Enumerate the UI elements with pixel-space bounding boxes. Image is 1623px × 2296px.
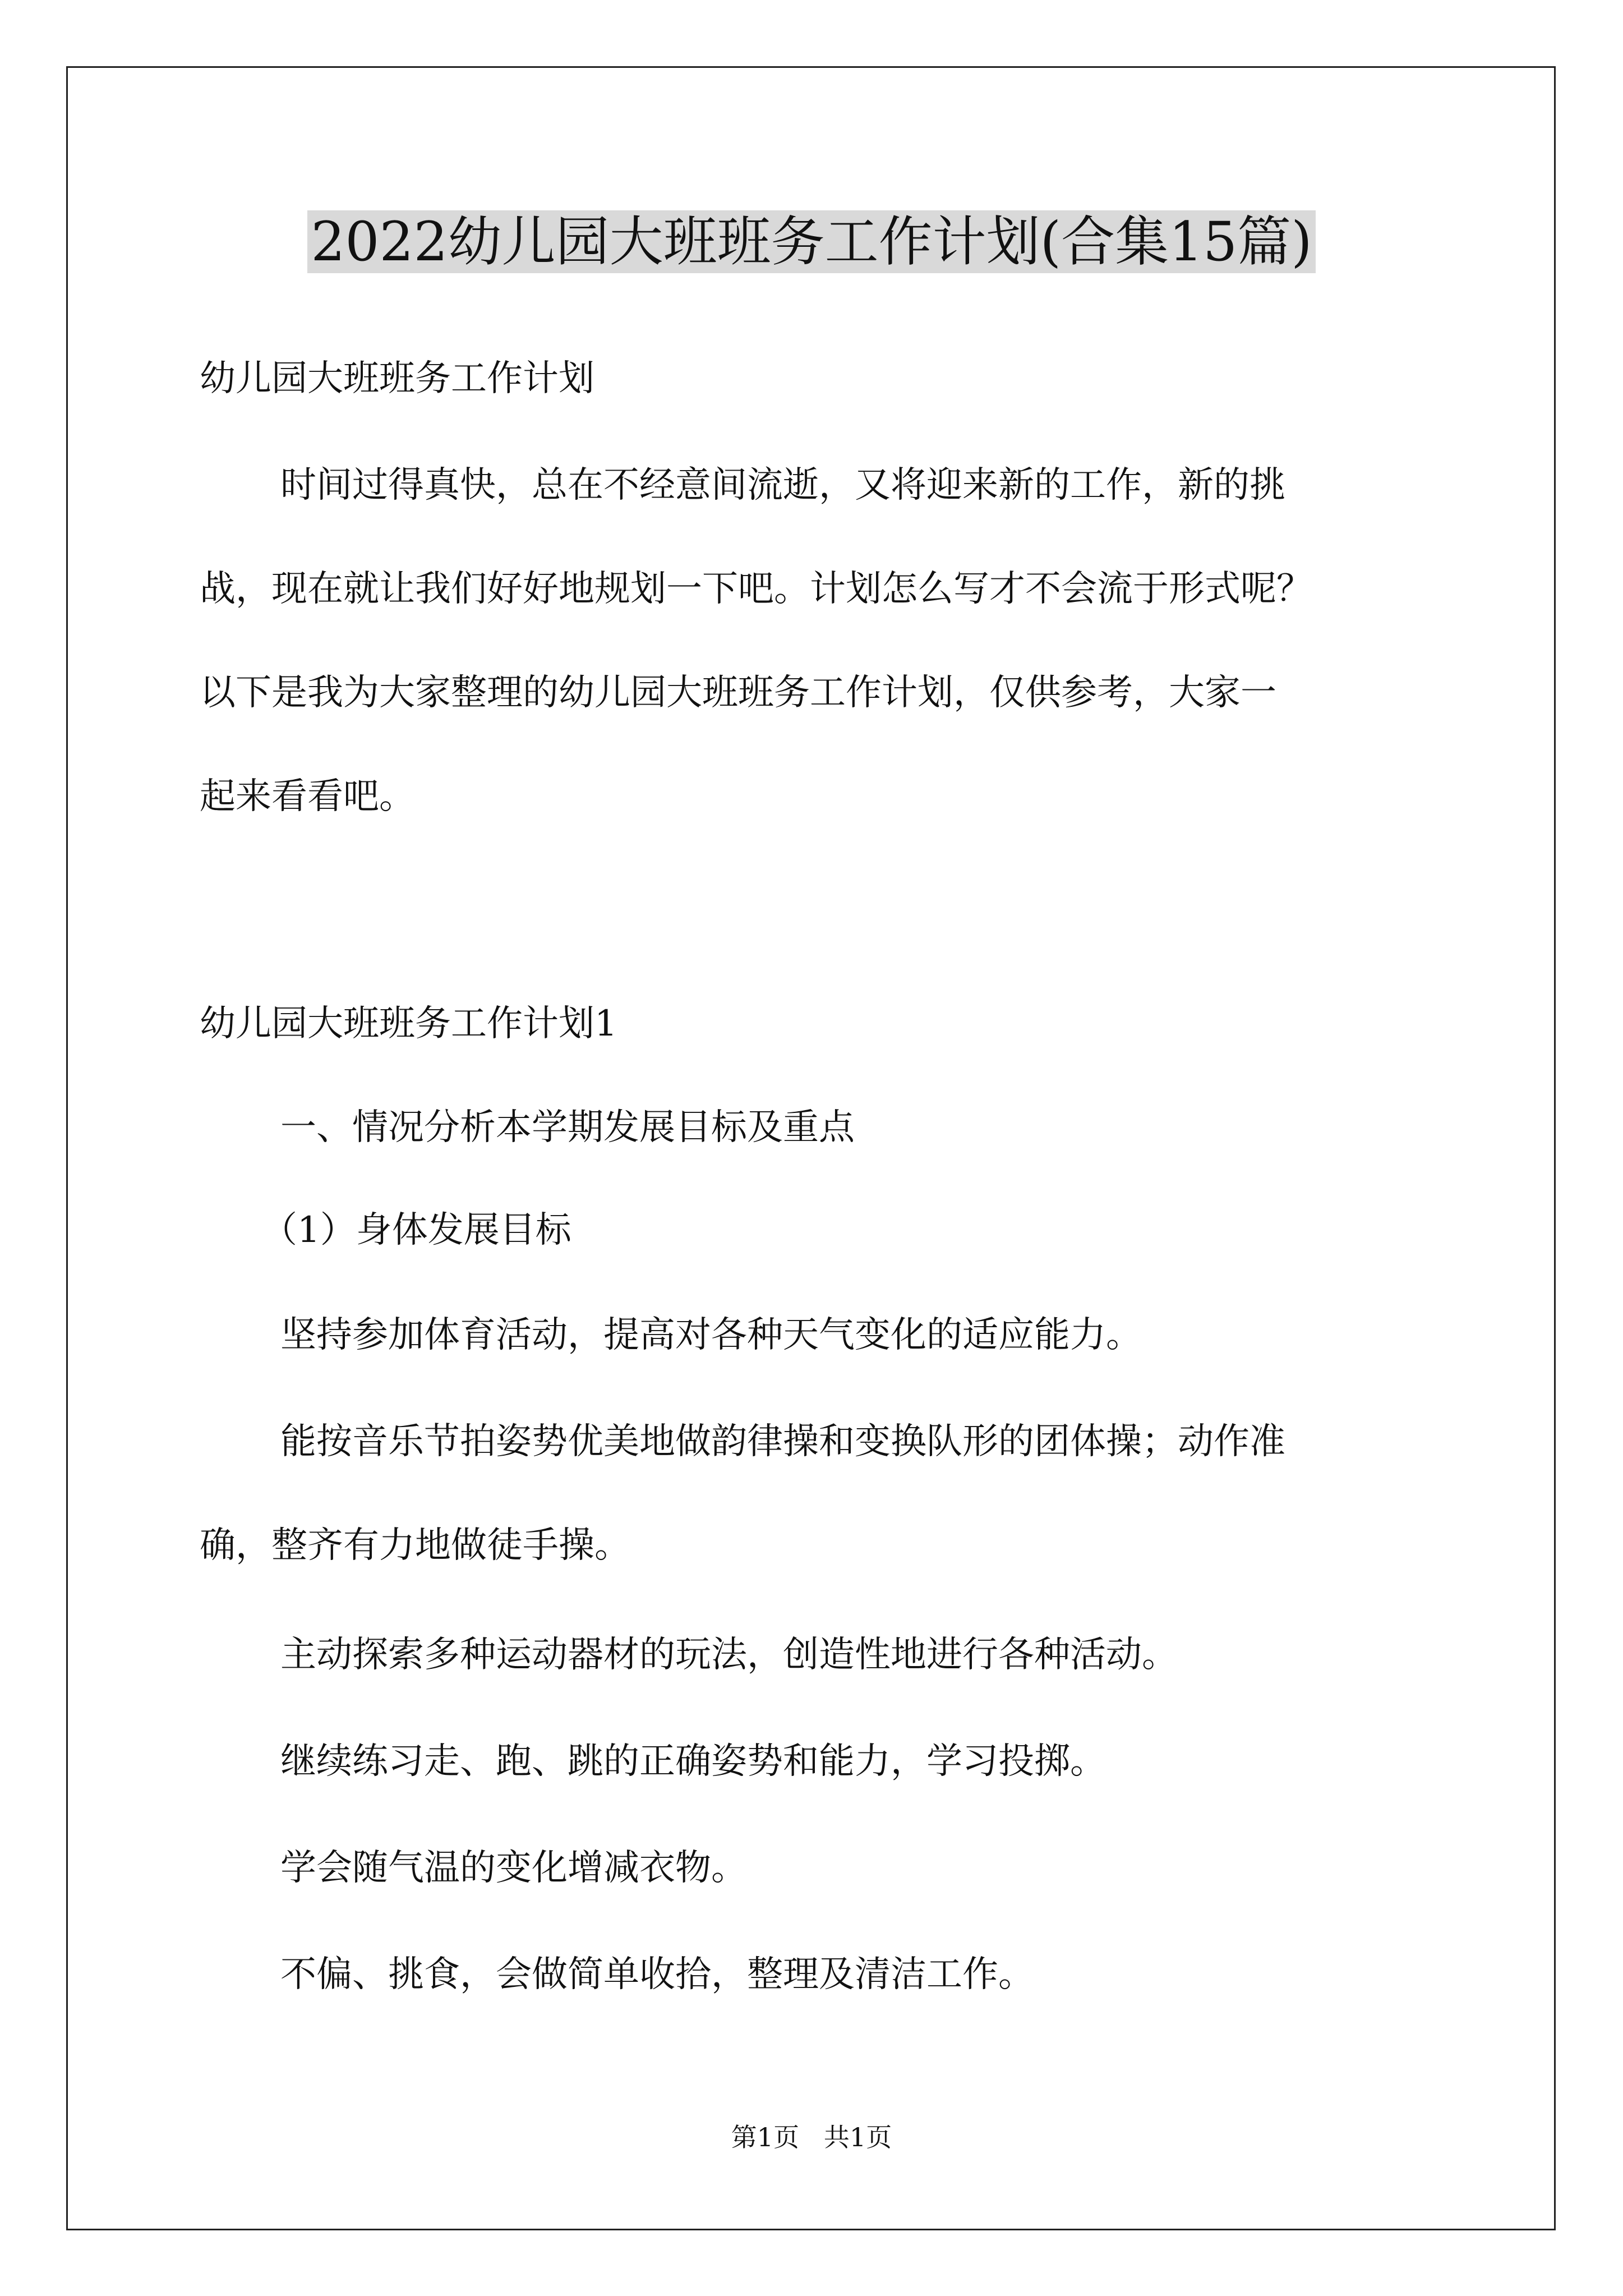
intro-paragraph-line-2: 战，现在就让我们好好地规划一下吧。计划怎么写才不会流于形式呢？ xyxy=(200,568,1312,610)
page-number-footer: 第1页 共1页 xyxy=(731,2122,892,2152)
list-item: 主动探索多种运动器材的玩法，创造性地进行各种活动。 xyxy=(280,1634,1178,1676)
list-item: 能按音乐节拍姿势优美地做韵律操和变换队形的团体操；动作准 xyxy=(280,1421,1285,1462)
list-item: 不偏、挑食，会做简单收拾，整理及清洁工作。 xyxy=(280,1954,1034,1995)
section-heading: 幼儿园大班班务工作计划1 xyxy=(200,1003,617,1045)
list-item: 确，整齐有力地做徒手操。 xyxy=(200,1525,630,1566)
document-title-text: 2022幼儿园大班班务工作计划(合集15篇) xyxy=(307,210,1315,273)
section-subsubheading: （1）身体发展目标 xyxy=(261,1209,571,1251)
list-item: 学会随气温的变化增减衣物。 xyxy=(280,1847,747,1889)
section-subheading: 一、情况分析本学期发展目标及重点 xyxy=(280,1107,855,1148)
intro-paragraph-line-1: 时间过得真快，总在不经意间流逝，又将迎来新的工作，新的挑 xyxy=(280,464,1285,506)
list-item: 坚持参加体育活动，提高对各种天气变化的适应能力。 xyxy=(280,1314,1142,1356)
list-item: 继续练习走、跑、跳的正确姿势和能力，学习投掷。 xyxy=(280,1741,1106,1782)
intro-paragraph-line-4: 起来看看吧。 xyxy=(200,776,415,817)
intro-paragraph-line-3: 以下是我为大家整理的幼儿园大班班务工作计划，仅供参考，大家一 xyxy=(200,672,1276,714)
intro-heading: 幼儿园大班班务工作计划 xyxy=(200,358,594,399)
document-title xyxy=(0,200,1623,284)
